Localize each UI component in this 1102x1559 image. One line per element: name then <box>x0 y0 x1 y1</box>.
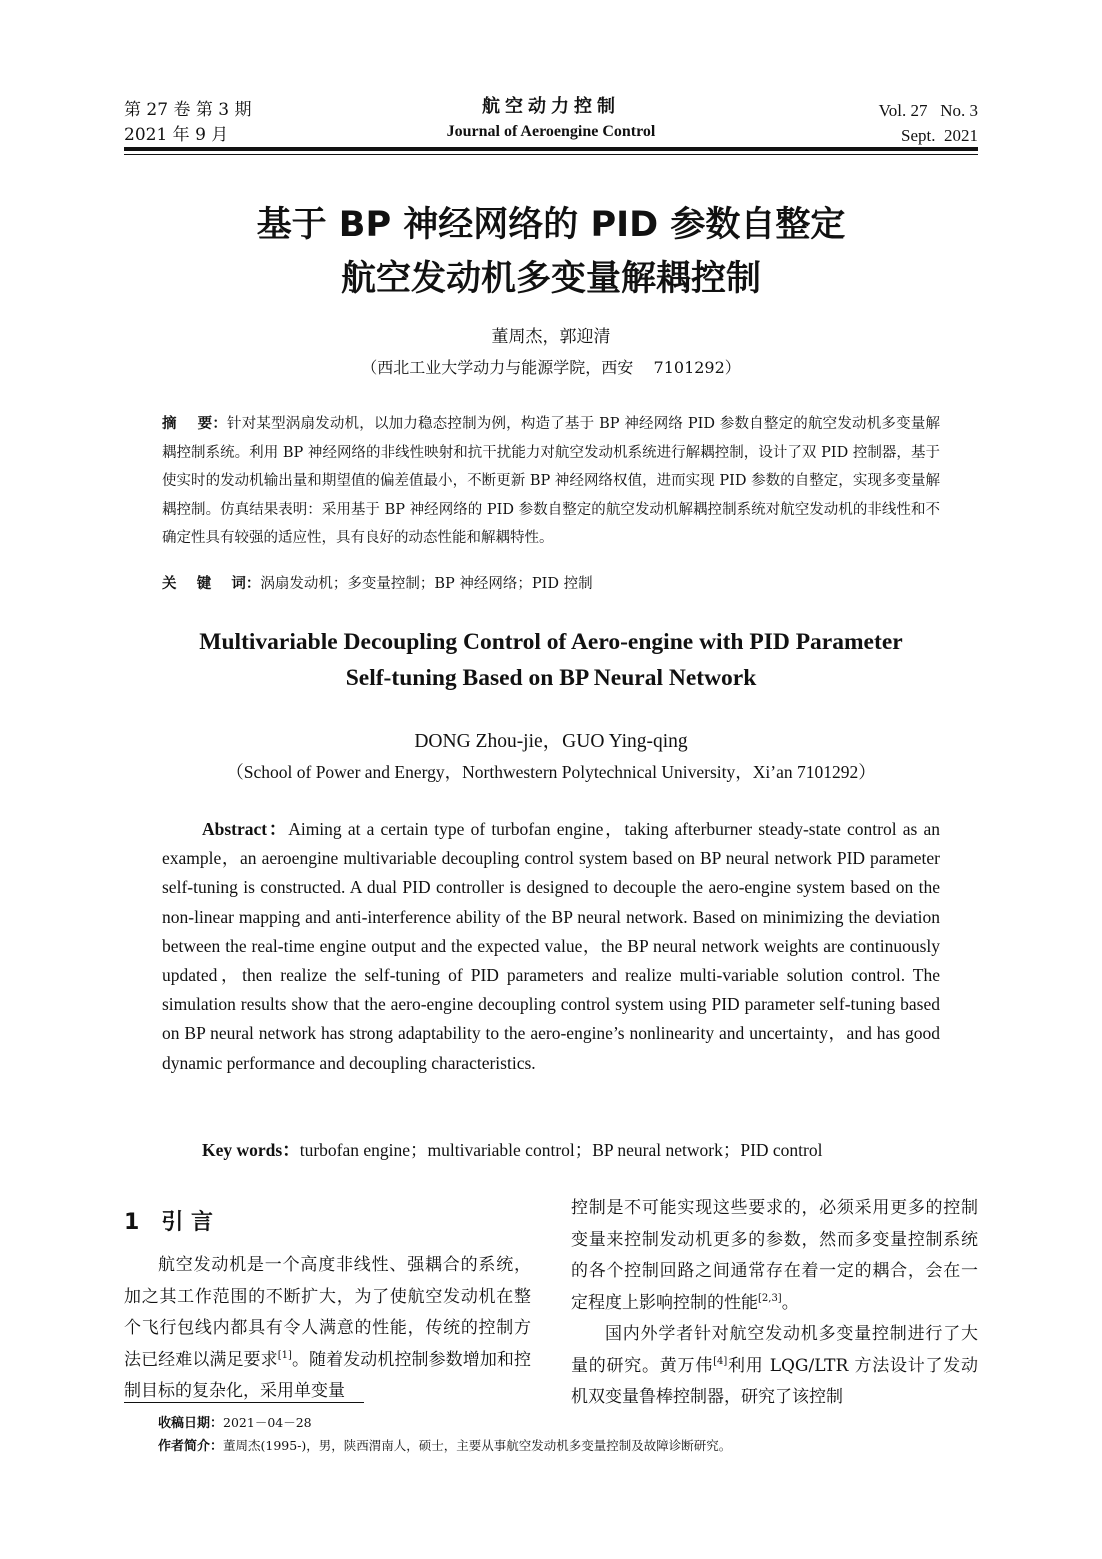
body-left-column <box>124 1250 531 1408</box>
keywords-en-label: Key words： <box>202 1140 300 1160</box>
volume-en: Vol. 27 No. 3 <box>878 101 978 120</box>
footnote-author-bio <box>158 1435 978 1458</box>
abstract-cn-label: 摘 要： <box>162 416 228 432</box>
title-cn-line1: 基于 BP 神经网络的 PID 参数自整定 <box>256 205 846 245</box>
authors-cn: 董周杰，郭迎清 <box>491 327 611 347</box>
journal-name-en: Journal of Aeroengine Control <box>446 123 656 140</box>
body-right-column <box>571 1193 978 1414</box>
right-para-1 <box>571 1193 978 1319</box>
title-en-line1: Multivariable Decoupling Control of Aero-engine with PID Parameter <box>199 629 903 655</box>
footnote-received <box>158 1412 978 1435</box>
received-label: 收稿日期： <box>158 1416 224 1431</box>
journal-name-cn: 航空动力控制 <box>482 96 620 117</box>
authors-en: DONG Zhou-jie，GUO Ying-qing <box>414 731 688 752</box>
right-para-1-text-a: 控制是不可能实现这些要求的，必须采用更多的控制变量来控制发动机更多的参数，然而多变量控制系统的各个控制回路之间通常存在着一定的耦合，会在一定程度上影响控制的性能 <box>571 1198 978 1313</box>
footnote-rule <box>124 1402 364 1403</box>
bio-text: 董周杰(1995-)，男，陕西渭南人，硕士，主要从事航空发动机多变量控制及故障诊断研究。 <box>223 1438 732 1453</box>
intro-para-text-a: 航空发动机是一个高度非线性、强耦合的系统，加之其工作范围的不断扩大，为了使航空发动机在整个飞行包线内都具有令人满意的性能，传统的控制方法已经难以满足要求 <box>124 1255 531 1370</box>
abstract-cn <box>162 410 940 553</box>
date-en: Sept. 2021 <box>901 126 978 145</box>
bio-label: 作者简介： <box>158 1439 224 1454</box>
section-number: 1 <box>124 1210 140 1235</box>
header-volume-issue <box>124 98 251 148</box>
affiliation-cn: （西北工业大学动力与能源学院，西安 7101292） <box>361 358 741 377</box>
date-cn: 2021 年 9 月 <box>124 125 229 145</box>
header-rule-thin <box>124 154 978 155</box>
right-para-2-text-b: 利用 LQG/LTR 方法设计了发动机双变量鲁棒控制器，研究了该控制 <box>571 1355 979 1407</box>
abstract-cn-text: 针对某型涡扇发动机，以加力稳态控制为例，构造了基于 BP 神经网络 PID 参数自整定的航空发动机多变量解耦控制系统。利用 BP 神经网络的非线性映射和抗干扰能力对航空发动机系统进行解耦控制，设计了双 PID 控制器，基于使实时的发动机输出量和期望值的偏差值最小，不断更新 BP 神经网络权值，进而实现 PID 参数的自整定，实现多变量解耦控制。仿真结果表明：采用基于 BP 神经网络的 PID 参数自整定的航空发动机解耦控制系统对航空发动机的非线性和不确定性具有较强的适应性，具有良好的动态性能和解耦特性。 <box>162 416 940 546</box>
intro-para-text-b: 。随着发动机控制参数增加和控制目标的复杂化，采用单变量 <box>124 1349 532 1401</box>
received-date: 2021－04－28 <box>223 1415 312 1430</box>
affiliation-en: （School of Power and Energy，Northwestern Polytechnical University，Xi’an 7101292） <box>226 762 876 782</box>
citation-ref[interactable]: [1] <box>277 1349 292 1361</box>
abstract-en <box>162 815 940 1078</box>
section-title: 引 言 <box>161 1210 213 1235</box>
citation-ref[interactable]: [2,3] <box>758 1292 782 1304</box>
right-para-2-text-a: 国内外学者针对航空发动机多变量控制进行了大量的研究。黄万伟 <box>571 1324 978 1376</box>
keywords-cn-label: 关 键 词： <box>162 576 261 592</box>
right-para-1-text-b: 。 <box>781 1292 799 1313</box>
keywords-en <box>202 1136 942 1165</box>
right-para-2 <box>571 1319 978 1414</box>
keywords-cn <box>162 570 940 598</box>
header-volume-en <box>879 98 978 148</box>
citation-ref[interactable]: [4] <box>713 1355 728 1367</box>
paper-title-cn <box>100 198 1002 306</box>
header-rule-thick <box>124 147 978 151</box>
footnotes <box>158 1412 978 1458</box>
header-journal <box>330 94 772 144</box>
volume-cn: 第 27 卷 第 3 期 <box>124 100 252 120</box>
keywords-cn-text: 涡扇发动机；多变量控制；BP 神经网络；PID 控制 <box>260 576 593 592</box>
section-heading <box>124 1206 213 1240</box>
keywords-en-text: turbofan engine；multivariable control；BP neural network；PID control <box>299 1140 823 1160</box>
paper-title-en <box>100 624 1002 696</box>
title-cn-line2: 航空发动机多变量解耦控制 <box>340 259 761 299</box>
abstract-en-label: Abstract： <box>202 819 289 839</box>
abstract-en-text: Aiming at a certain type of turbofan engine，taking afterburner steady-state control as an example，an aeroengine multivariable decoupling control system based on BP neural network PID parameter self-tuning is constructed. A dual PID controller is designed to decouple the aero-engine system based on the non-linear mapping and anti-interference ability of the BP neural network. Based on minimizing the deviation between the real-time engine output and the expected value，the BP neural network weights are continuously updated，then realize the self-tuning of PID parameters and realize multi-variable solution control. The simulation results show that the aero-engine decoupling control system using PID parameter self-tuning based on BP neural network has strong adaptability to the aero-engine’s nonlinearity and uncertainty，and has good dynamic performance and decoupling characteristics. <box>162 819 940 1073</box>
title-en-line2: Self-tuning Based on BP Neural Network <box>345 665 757 691</box>
